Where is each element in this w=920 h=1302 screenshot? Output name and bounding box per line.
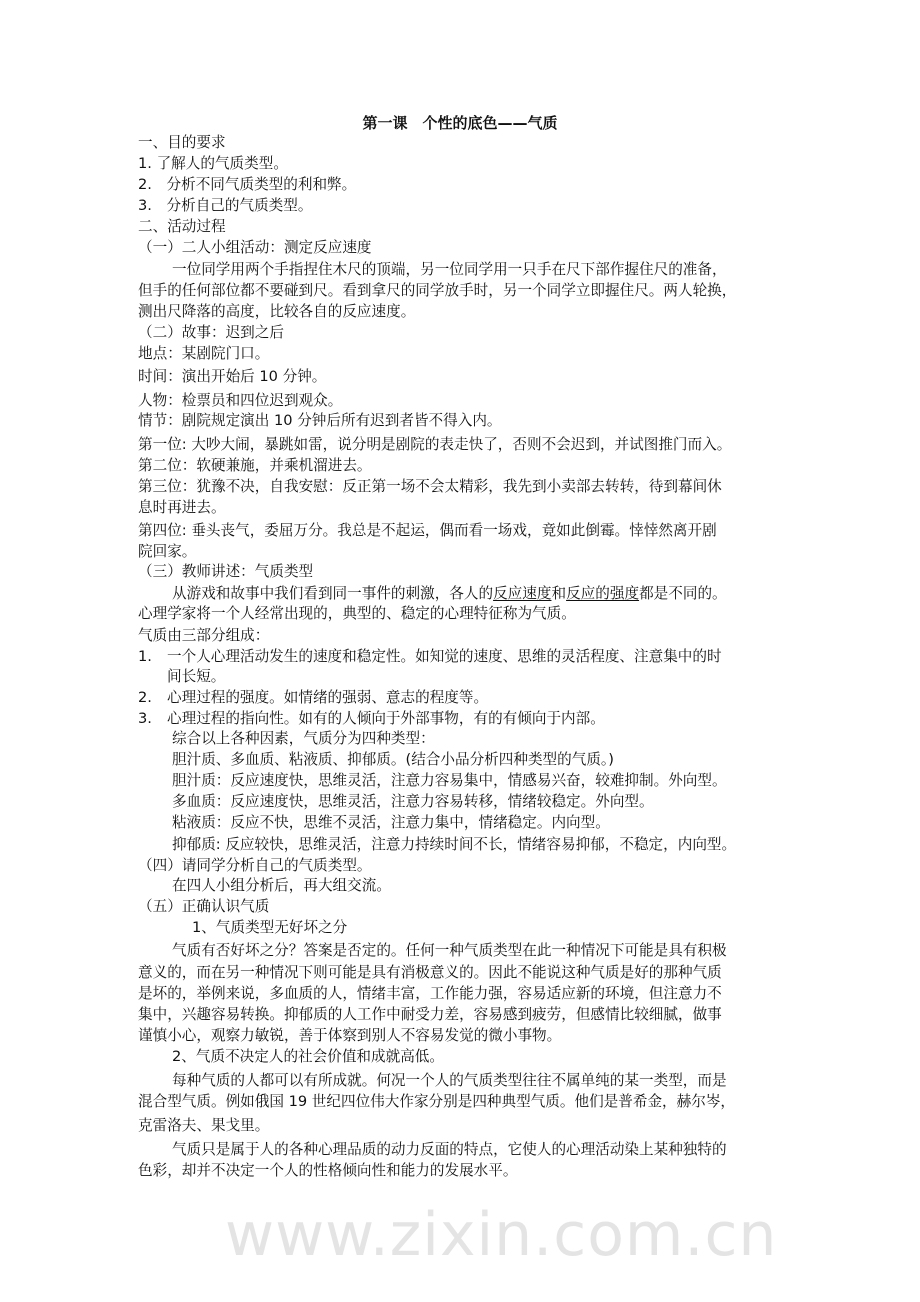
- story-line: 人物：检票员和四位迟到观众。: [138, 392, 343, 409]
- story-line: 息时再进去。: [138, 499, 226, 516]
- type-line: 抑郁质: 反应较快，思维灵活，注意力持续时间不长，情绪容易抑郁，不稳定，内向型。: [172, 836, 737, 853]
- list-item: 心理过程的指向性。如有的人倾向于外部事物，有的有倾向于内部。: [167, 710, 605, 727]
- paragraph-line: 一位同学用两个手指捏住木尺的顶端，另一位同学用一只手在尺下部作握住尺的准备，: [172, 261, 727, 278]
- story-line: 第二位：软硬兼施，并乘机溜进去。: [138, 457, 372, 474]
- text: 和: [551, 585, 567, 602]
- point-heading: 1、气质类型无好坏之分: [192, 919, 348, 936]
- story-line: 情节：剧院规定演出 10 分钟后所有迟到者皆不得入内。: [138, 412, 502, 429]
- story-line: 院回家。: [138, 543, 197, 560]
- type-line: 胆汁质：反应速度快，思维灵活，注意力容易集中，情感易兴奋，较难抑制。外向型。: [172, 772, 727, 789]
- subsection-heading: （一）二人小组活动：测定反应速度: [138, 239, 372, 256]
- paragraph-line: 每种气质的人都可以有所成就。何况一个人的气质类型往往不属单纯的某一类型，而是: [172, 1072, 727, 1089]
- story-line: 时间：演出开始后 10 分钟。: [138, 368, 327, 385]
- paragraph-line: 但手的任何部位都不要碰到尺。看到拿尺的同学放手时，另一个同学立即握住尺。两人轮换，: [138, 282, 737, 299]
- paragraph-line: [172, 584, 727, 604]
- text: 都是不同的。: [639, 585, 727, 602]
- underlined-term: 反应的强度: [566, 585, 640, 602]
- paragraph-line: 色彩，却并不决定一个人的性格倾向性和能力的发展水平。: [138, 1162, 518, 1179]
- paragraph-line: 气质只是属于人的各种心理品质的动力反面的特点，它使人的心理活动染上某种独特的: [172, 1141, 727, 1158]
- story-line: 第四位: 垂头丧气，委屈万分。我总是不起运，偶而看一场戏，竟如此倒霉。悻悻然离开剧: [138, 522, 717, 539]
- subsection-heading: （四）请同学分析自己的气质类型。: [138, 857, 372, 874]
- paragraph-line: 气质由三部分组成：: [138, 627, 270, 644]
- type-line: 综合以上各种因素，气质分为四种类型：: [172, 730, 435, 747]
- section-heading: 一、目的要求: [138, 134, 226, 151]
- section-heading: 二、活动过程: [138, 218, 226, 235]
- paragraph-line: 克雷洛夫、果戈里。: [138, 1117, 270, 1134]
- page-title: 第一课 个性的底色——气质: [362, 114, 558, 132]
- watermark: www.zixin.com.cn: [225, 1200, 778, 1270]
- type-line: 粘液质：反应不快，思维不灵活，注意力集中，情绪稳定。内向型。: [172, 814, 610, 831]
- underlined-term: 反应速度: [493, 585, 552, 602]
- text: 从游戏和故事中我们看到同一事件的刺激，各人的: [172, 585, 494, 602]
- list-number: 3.: [138, 710, 152, 727]
- list-item: 1. 了解人的气质类型。: [138, 155, 288, 172]
- story-line: 第一位: 大吵大闹，暴跳如雷，说分明是剧院的表走快了，否则不会迟到，并试图推门而入。: [138, 436, 732, 453]
- paragraph-line: 气质有否好坏之分？答案是否定的。任何一种气质类型在此一种情况下可能是具有积极: [172, 942, 727, 959]
- list-item: 一个人心理活动发生的速度和稳定性。如知觉的速度、思维的灵活程度、注意集中的时: [167, 648, 722, 665]
- point-heading: 2、气质不决定人的社会价值和成就高低。: [172, 1048, 444, 1065]
- list-number: 2.: [138, 689, 152, 706]
- story-line: 第三位：犹豫不决，自我安慰：反正第一场不会太精彩，我先到小卖部去转转，待到幕间休: [138, 478, 722, 495]
- paragraph-line: 是坏的，举例来说，多血质的人，情绪丰富，工作能力强，容易适应新的环境，但注意力不: [138, 985, 722, 1002]
- list-item: 3. 分析自己的气质类型。: [138, 197, 313, 214]
- paragraph-line: 集中，兴趣容易转换。抑郁质的人工作中耐受力差，容易感到疲劳，但感情比较细腻，做事: [138, 1006, 722, 1023]
- type-line: 多血质：反应速度快，思维灵活，注意力容易转移，情绪较稳定。外向型。: [172, 793, 654, 810]
- paragraph-line: 测出尺降落的高度，比较各自的反应速度。: [138, 303, 416, 320]
- subsection-heading: （三）教师讲述：气质类型: [138, 563, 314, 580]
- paragraph-line: 混合型气质。例如俄国 19 世纪四位伟大作家分别是四种典型气质。他们是普希金，赫尔岑，: [138, 1093, 736, 1110]
- list-item: 心理过程的强度。如情绪的强弱、意志的程度等。: [167, 689, 489, 706]
- paragraph-line: 在四人小组分析后，再大组交流。: [172, 877, 391, 894]
- list-number: 1.: [138, 648, 152, 665]
- subsection-heading: （二）故事：迟到之后: [138, 324, 284, 341]
- paragraph-line: 心理学家将一个人经常出现的，典型的、稳定的心理特征称为气质。: [138, 605, 576, 622]
- list-item: 2. 分析不同气质类型的利和弊。: [138, 176, 357, 193]
- type-line: 胆汁质、多血质、粘液质、抑郁质。(结合小品分析四种类型的气质。): [172, 751, 614, 768]
- subsection-heading: （五）正确认识气质: [138, 898, 270, 915]
- paragraph-line: 意义的，而在另一种情况下则可能是具有消极意义的。因此不能说这种气质是好的那种气质: [138, 964, 722, 981]
- paragraph-line: 谨慎小心，观察力敏锐，善于体察到别人不容易发觉的微小事物。: [138, 1027, 562, 1044]
- list-item: 间长短。: [167, 668, 226, 685]
- story-line: 地点：某剧院门口。: [138, 345, 270, 362]
